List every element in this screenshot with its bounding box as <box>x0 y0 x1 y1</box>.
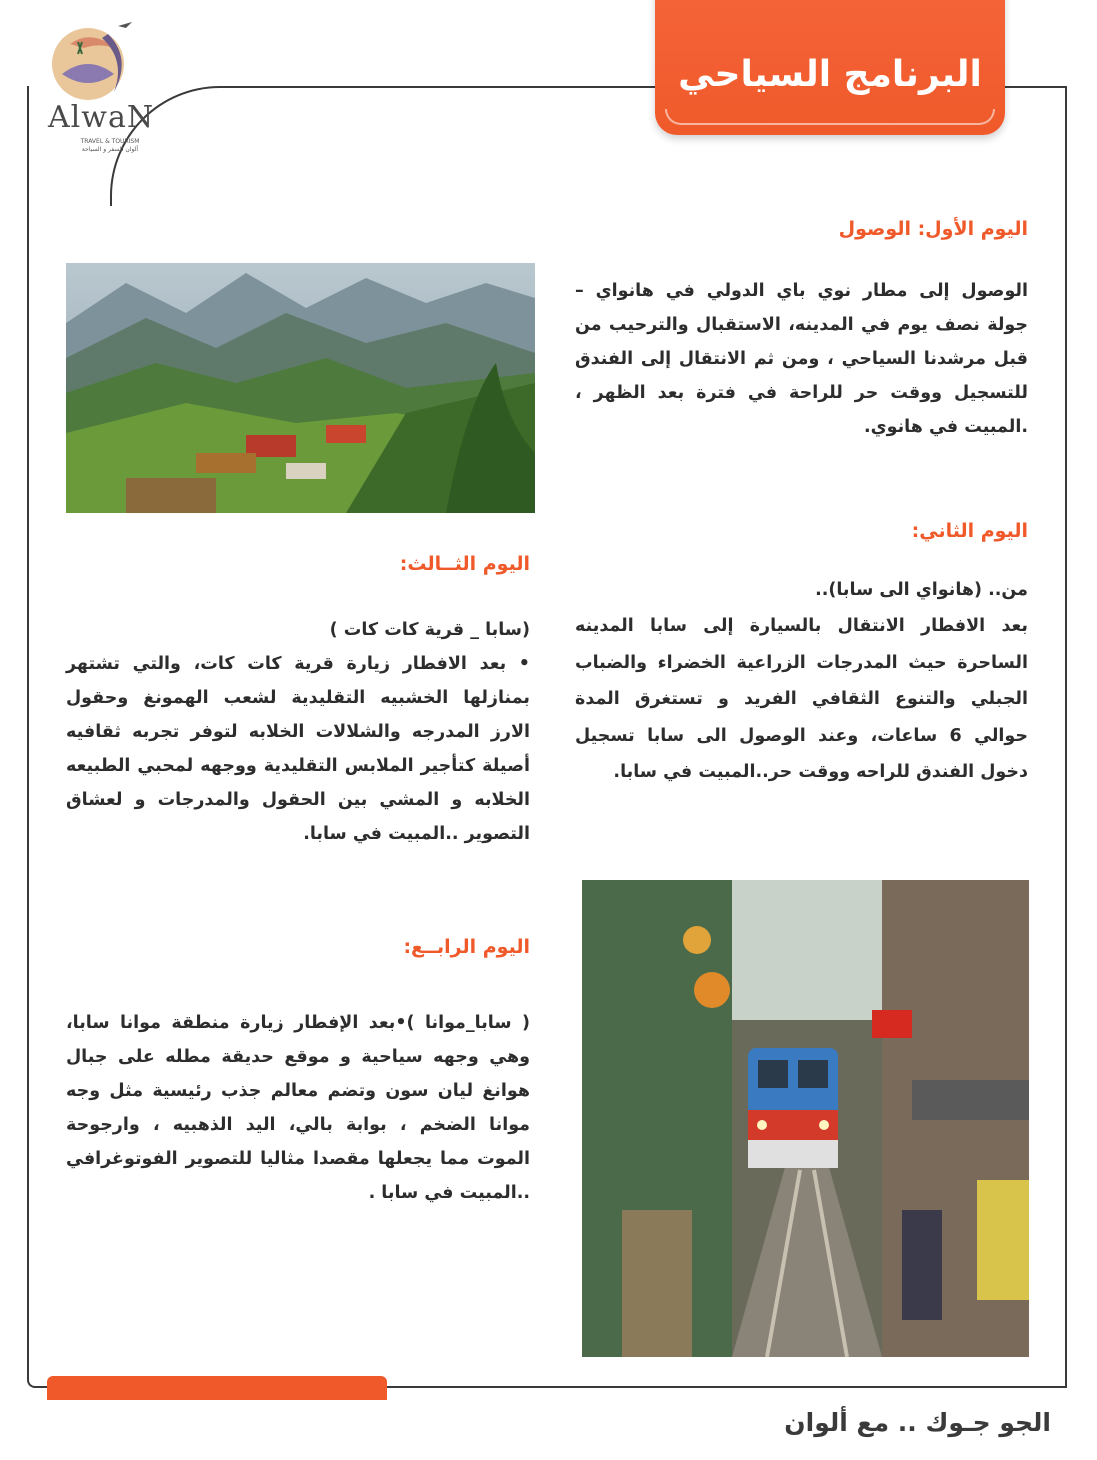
day1-text: الوصول إلى مطار نوي باي الدولي في هانواي – جولة نصف يوم في المدينه، الاستقبال والترحيب من قبل مرشدنا السياحي ، ومن ثم الانتقال إلى الفندق للتسجيل ووقت حر للراحة في فترة بعد الظهر ، .المبيت في هانوي. <box>575 281 1028 437</box>
day2-heading: اليوم الثاني: <box>911 520 1028 542</box>
day4-heading: اليوم الرابــع: <box>403 936 530 958</box>
day2-subtitle: من.. (هانواي الى سابا).. <box>815 580 1028 600</box>
logo-tagline <box>80 138 140 154</box>
page-title: البرنامج السياحي <box>678 54 982 95</box>
alwan-logo <box>22 14 155 154</box>
mountain-village-photo <box>66 263 535 513</box>
day1-section <box>575 218 1028 444</box>
day2-section <box>575 520 1028 791</box>
day4-text: ( سابا_موانا )•بعد الإفطار زيارة منطقة موانا سابا، وهي وجهه سياحية و موقع حديقة مطله على جبال هوانغ ليان سون وتضم معالم جذب رئيسية مثل وجه موانا الضخم ، بوابة بالي، اليد الذهبيه ، وارجوحة الموت مما يجعلها مقصدا مثاليا للتصوير الفوتوغرافي ..المبيت في سابا . <box>66 1013 530 1203</box>
train-street-photo <box>582 880 1029 1357</box>
day3-text: • بعد الافطار زيارة قرية كات كات، والتي تشتهر بمنازلها الخشبيه التقليدية لشعب الهمونغ وحقول الارز المدرجه والشلالات الخلابه لتوفر تجربه ثقافيه أصيلة كتأجير الملابس التقليدية ووجهه لمحبي الطبيعه الخلابه و المشي بين الحقول والمدرجات و لعشاق التصوير ..المبيت في سابا. <box>66 654 530 844</box>
footer-slogan: الجو جـوك .. مع ألوان <box>784 1408 1051 1437</box>
logo-emblem-icon <box>22 14 152 114</box>
day1-heading: اليوم الأول: الوصول <box>838 218 1028 240</box>
frame-top-curve <box>110 86 670 206</box>
day4-section <box>66 936 530 1210</box>
title-banner-inner-line <box>665 109 995 125</box>
logo-tagline-ar: ألوان للسفر و السياحة <box>81 145 139 153</box>
day3-heading: اليوم الثــالث: <box>399 553 530 575</box>
logo-wordmark: AlwaN <box>48 100 155 135</box>
day3-subtitle: (سابا _ قرية كات كات ) <box>329 620 530 640</box>
day3-section <box>66 553 530 851</box>
logo-tagline-en: TRAVEL & TOURISM <box>80 138 140 145</box>
day2-text: بعد الافطار الانتقال بالسيارة إلى سابا المدينه الساحرة حيث المدرجات الزراعية الخضراء والضباب الجبلي والتنوع الثقافي الفريد و تستغرق المدة حوالي 6 ساعات، وعند الوصول الى سابا تسجيل دخول الفندق للراحه ووقت حر..المبيت في سابا. <box>575 616 1028 782</box>
footer-accent-bar <box>47 1376 387 1400</box>
frame-top-right-line <box>1005 86 1067 88</box>
title-banner <box>655 0 1005 135</box>
